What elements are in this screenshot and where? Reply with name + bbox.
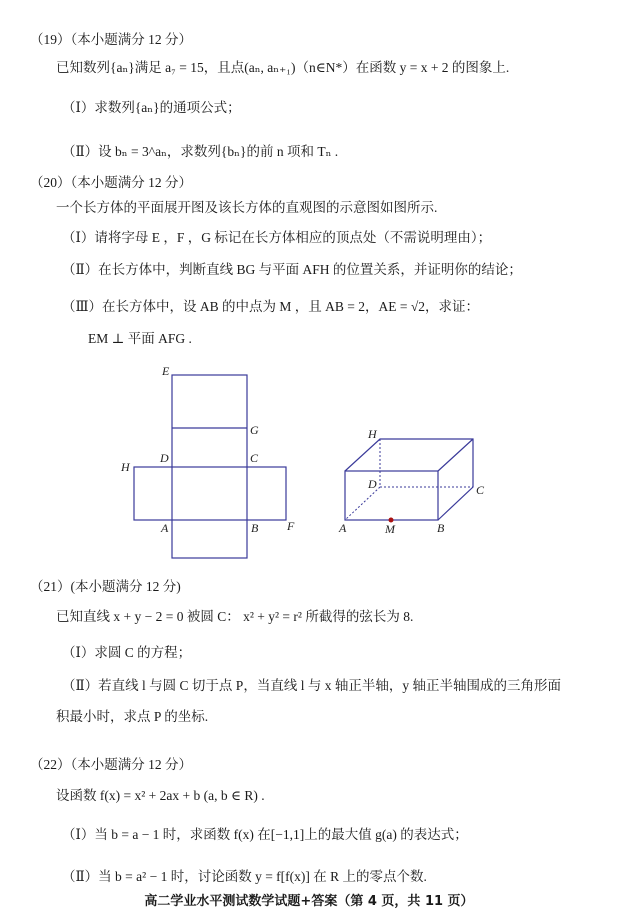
q19-stem: 已知数列{aₙ}满足 a₇ = 15，且点(aₙ, aₙ₊₁)（n∈N*）在函数 y = x + 2 的图象上. <box>56 60 510 75</box>
net-diagram <box>134 375 286 558</box>
net-label-h: H <box>121 460 130 474</box>
q19-part1: （Ⅰ）求数列{aₙ}的通项公式； <box>62 100 241 115</box>
page-footer: 高二学业水平测试数学试题+答案（第 4 页，共 11 页） <box>144 894 474 909</box>
q20-header: （20）（本小题满分 12 分） <box>30 175 192 190</box>
q20-stem: 一个长方体的平面展开图及该长方体的直观图的示意图如图所示. <box>56 200 438 215</box>
q20-part3-cont: EM ⊥ 平面 AFG . <box>88 331 192 346</box>
q22-part1: （Ⅰ）当 b = a − 1 时，求函数 f(x) 在[−1,1]上的最大值 g(a) 的表达式； <box>62 827 468 842</box>
q20-part2: （Ⅱ）在长方体中，判断直线 BG 与平面 AFH 的位置关系，并证明你的结论； <box>62 262 522 277</box>
box-label-b: B <box>437 521 445 535</box>
q21-header: （21）(本小题满分 12 分) <box>30 579 181 594</box>
q19-header: （19）（本小题满分 12 分） <box>30 32 192 47</box>
box-label-m: M <box>385 522 395 536</box>
q21-part2-cont: 积最小时，求点 P 的坐标. <box>56 709 209 724</box>
net-label-e: E <box>162 364 170 378</box>
net-label-a: A <box>161 521 169 535</box>
box-label-c: C <box>476 483 485 497</box>
box-label-h: H <box>368 427 377 441</box>
net-label-d: D <box>160 451 169 465</box>
q22-part2: （Ⅱ）当 b = a² − 1 时，讨论函数 y = f[f(x)] 在 R 上的零点个数. <box>62 869 427 884</box>
q21-stem: 已知直线 x + y − 2 = 0 被圆 C： x² + y² = r² 所截得的弦长为 8. <box>56 609 414 624</box>
q22-stem: 设函数 f(x) = x² + 2ax + b (a, b ∈ R) . <box>56 788 265 803</box>
net-label-b: B <box>251 521 259 535</box>
net-label-c: C <box>250 451 259 465</box>
q19-part2: （Ⅱ）设 bₙ = 3^aₙ，求数列{bₙ}的前 n 项和 Tₙ . <box>62 144 339 159</box>
q20-part3: （Ⅲ）在长方体中，设 AB 的中点为 M ，且 AB = 2，AE = √2，求证： <box>62 299 480 314</box>
net-label-f: F <box>287 519 295 533</box>
q20-part1: （Ⅰ）请将字母 E ，F ，G 标记在长方体相应的顶点处（不需说明理由）； <box>62 230 492 245</box>
box-diagram <box>345 439 473 520</box>
q21-part1: （Ⅰ）求圆 C 的方程； <box>62 645 192 660</box>
net-label-g: G <box>250 423 259 437</box>
net-row <box>134 467 286 520</box>
box-label-a: A <box>339 521 347 535</box>
box-label-d: D <box>368 477 377 491</box>
q21-part2: （Ⅱ）若直线 l 与圆 C 切于点 P，当直线 l 与 x 轴正半轴，y 轴正半轴围成的三角形面 <box>62 678 561 693</box>
q22-header: （22）（本小题满分 12 分） <box>30 757 192 772</box>
